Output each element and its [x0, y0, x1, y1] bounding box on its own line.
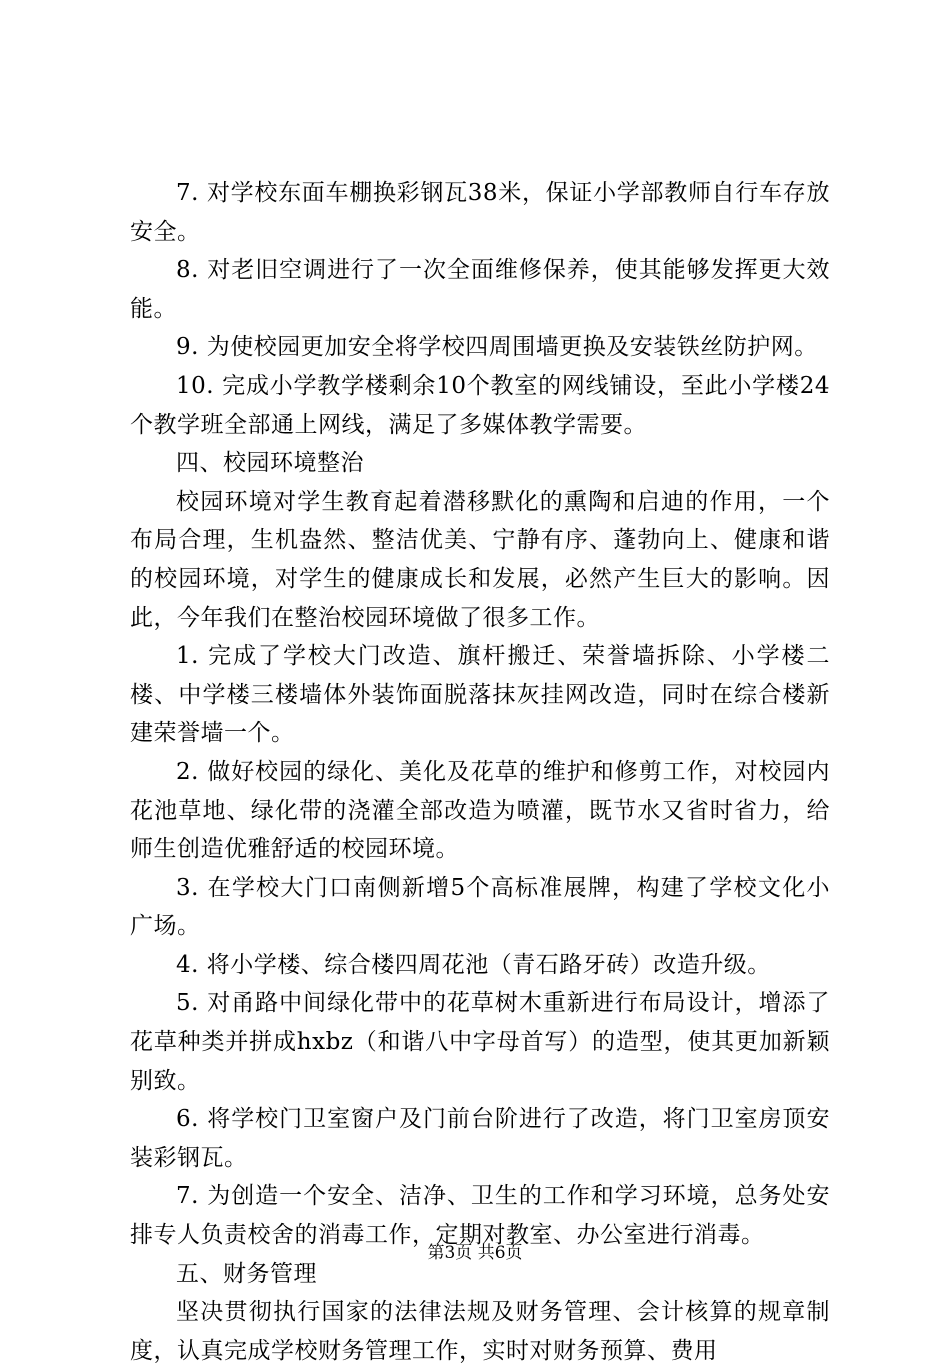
list-item: 7. 对学校东面车棚换彩钢瓦38米，保证小学部教师自行车存放安全。 [130, 180, 830, 245]
body-text [130, 174, 830, 1370]
list-item: 3. 在学校大门口南侧新增5个高标准展牌，构建了学校文化小广场。 [130, 874, 830, 940]
list-item: 10. 完成小学教学楼剩余10个教室的网线铺设，至此小学楼24个教学班全部通上网线，满足了多媒体教学需要。 [130, 372, 830, 438]
list-item: 2. 做好校园的绿化、美化及花草的维护和修剪工作，对校园内花池草地、绿化带的浇灌全部改造为喷灌，既节水又省时省力，给师生创造优雅舒适的校园环境。 [130, 758, 830, 863]
list-item: 9. 为使校园更加安全将学校四周围墙更换及安装铁丝防护网。 [176, 334, 818, 361]
section-heading: 五、财务管理 [176, 1260, 317, 1287]
list-item: 7. 为创造一个安全、洁净、卫生的工作和学习环境，总务处安排专人负责校舍的消毒工作，定期对教室、办公室进行消毒。 [130, 1183, 830, 1249]
paragraph: 校园环境对学生教育起着潜移默化的熏陶和启迪的作用，一个布局合理，生机盎然、整洁优美、宁静有序、蓬勃向上、健康和谐的校园环境，对学生的健康成长和发展，必然产生巨大的影响。因此，今年我们在整治校园环境做了很多工作。 [130, 488, 830, 631]
list-item: 6. 将学校门卫室窗户及门前台阶进行了改造，将门卫室房顶安装彩钢瓦。 [130, 1106, 830, 1171]
page-number-footer: 第3页 共6页 [427, 1243, 523, 1263]
list-item: 8. 对老旧空调进行了一次全面维修保养，使其能够发挥更大效能。 [130, 257, 830, 322]
list-item: 4. 将小学楼、综合楼四周花池（青石路牙砖）改造升级。 [176, 951, 771, 978]
list-item: 1. 完成了学校大门改造、旗杆搬迁、荣誉墙拆除、小学楼二楼、中学楼三楼墙体外装饰面脱落抹灰挂网改造，同时在综合楼新建荣誉墙一个。 [130, 643, 830, 747]
paragraph: 坚决贯彻执行国家的法律法规及财务管理、会计核算的规章制度，认真完成学校财务管理工作，实时对财务预算、费用 [130, 1299, 830, 1364]
list-item: 5. 对甬路中间绿化带中的花草树木重新进行布局设计，增添了花草种类并拼成hxbz（和谐八中字母首写）的造型，使其更加新颖别致。 [130, 990, 830, 1094]
section-heading: 四、校园环境整治 [176, 450, 364, 477]
